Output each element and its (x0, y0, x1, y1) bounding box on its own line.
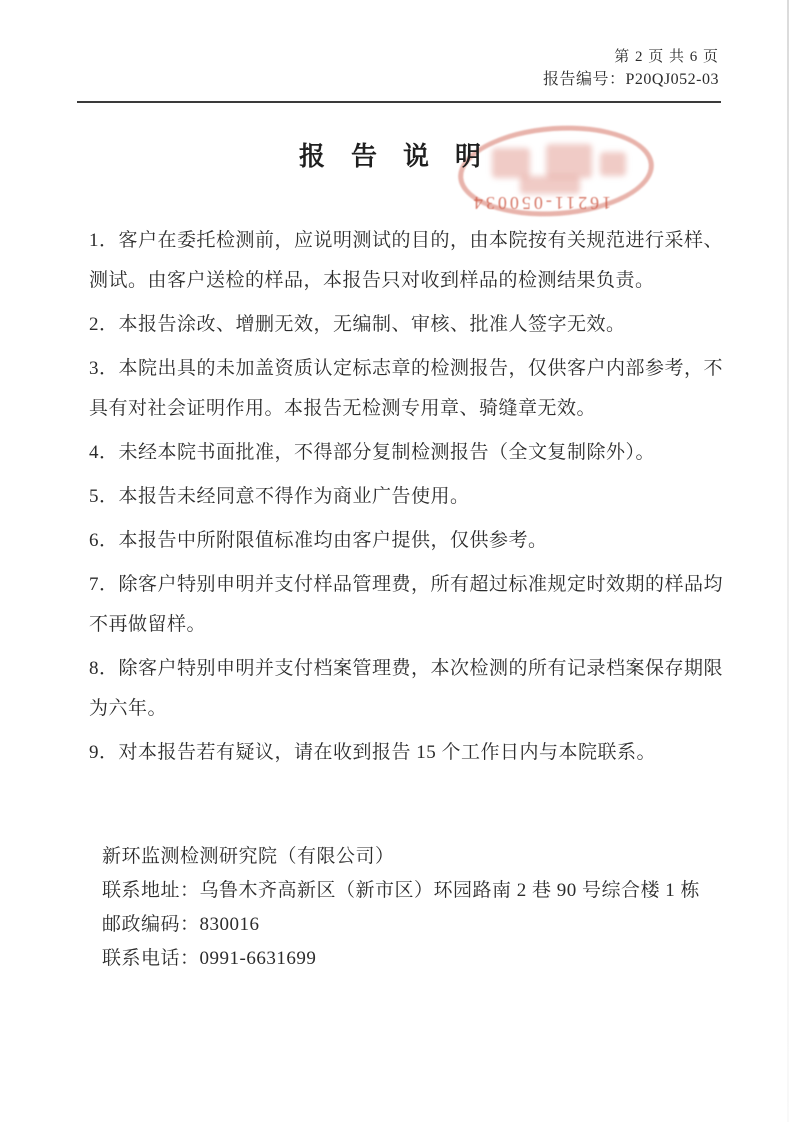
header-divider (77, 101, 721, 103)
note-item (89, 433, 737, 473)
footer-contact-line: 联系电话：0991-6631699 (102, 948, 317, 969)
note-item (89, 649, 737, 729)
page-title: 报告说明 (298, 142, 507, 171)
footer-contact-line: 邮政编码：830016 (102, 914, 260, 935)
note-item (89, 521, 737, 561)
note-item (89, 565, 737, 645)
stamp-number: 16211-050034 (470, 193, 612, 213)
footer-block (102, 840, 742, 976)
note-item (89, 349, 737, 429)
note-line: 3．本院出具的未加盖资质认定标志章的检测报告，仅供客户内部参考，不 (89, 358, 724, 379)
note-line: 1．客户在委托检测前，应说明测试的目的，由本院按有关规范进行采样、 (89, 230, 724, 251)
page-number-info: 第 2 页 共 6 页 (614, 49, 719, 65)
note-item (89, 305, 737, 345)
note-line: 5．本报告未经同意不得作为商业广告使用。 (89, 486, 470, 507)
red-seal-stamp (450, 118, 660, 230)
footer-contact-line: 新环监测检测研究院（有限公司） (102, 846, 395, 867)
report-number: 报告编号：P20QJ052-03 (542, 71, 719, 88)
note-line: 测试。由客户送检的样品，本报告只对收到样品的检测结果负责。 (89, 270, 655, 291)
note-line: 为六年。 (89, 698, 168, 719)
note-line: 具有对社会证明作用。本报告无检测专用章、骑缝章无效。 (89, 398, 597, 419)
note-line: 9．对本报告若有疑议，请在收到报告 15 个工作日内与本院联系。 (89, 742, 657, 763)
page-header (543, 46, 719, 92)
note-line: 8．除客户特别申明并支付档案管理费，本次检测的所有记录档案保存期限 (89, 658, 724, 679)
stamp-ink-mark (520, 176, 580, 194)
note-line: 不再做留样。 (89, 614, 207, 635)
note-item (89, 221, 737, 301)
note-line: 2．本报告涂改、增删无效，无编制、审核、批准人签字无效。 (89, 314, 626, 335)
note-line: 4．未经本院书面批准，不得部分复制检测报告（全文复制除外）。 (89, 442, 656, 463)
note-item (89, 477, 737, 517)
notes-list (89, 221, 737, 777)
footer-contact-line: 联系地址：乌鲁木齐高新区（新市区）环园路南 2 巷 90 号综合楼 1 栋 (102, 880, 701, 901)
note-line: 6．本报告中所附限值标准均由客户提供，仅供参考。 (89, 530, 548, 551)
note-line: 7．除客户特别申明并支付样品管理费，所有超过标准规定时效期的样品均 (89, 574, 724, 595)
note-item (89, 733, 737, 773)
